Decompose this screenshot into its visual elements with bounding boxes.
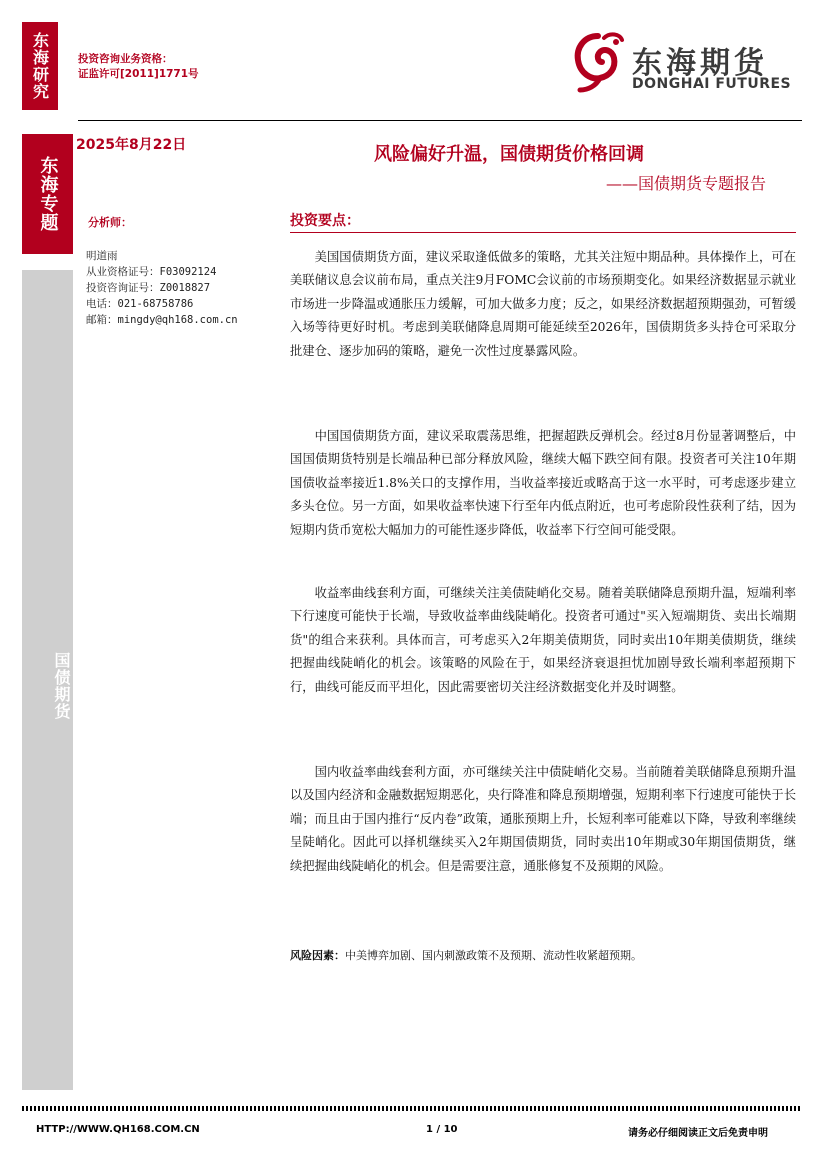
sidebar-tab-special <box>22 134 73 254</box>
analyst-info <box>86 248 238 328</box>
sidebar-tab-research-label: 东海研究 <box>30 32 50 100</box>
risk-text: 中美博弈加剧、国内刺激政策不及预期、流动性收紧超预期。 <box>345 949 642 962</box>
logo-english: DONGHAI FUTURES <box>632 76 792 92</box>
footer-rule <box>22 1106 802 1111</box>
analyst-cert: 从业资格证号：F03092124 <box>86 266 217 278</box>
key-points-rule <box>290 232 796 233</box>
sidebar-tab-special-label: 东海专题 <box>37 156 59 232</box>
analyst-phone: 电话：021-68758786 <box>86 298 194 310</box>
footer-disclaimer: 请务必仔细阅读正文后免责申明 <box>628 1128 768 1139</box>
qualification-line2: 证监许可[2011]1771号 <box>78 68 199 80</box>
risk-factors <box>290 947 796 963</box>
report-date: 2025年8月22日 <box>76 137 187 153</box>
sidebar-tab-research <box>22 22 58 110</box>
company-logo <box>570 30 800 100</box>
analyst-name: 明道雨 <box>86 250 118 262</box>
dragon-logo-icon <box>570 30 628 96</box>
key-point-paragraph-2: 中国国债期货方面，建议采取震荡思维，把握超跌反弹机会。经过8月份显著调整后，中国国债期货特别是长端品种已部分释放风险，继续大幅下跌空间有限。投资者可关注10年期国债收益率接近1.8%关口的支撑作用，当收益率接近或略高于这一水平时，可考虑逐步建立多头仓位。另一方面，如果收益率快速下行至年内低点附近，也可考虑阶段性获利了结，因为短期内货币宽松大幅加力的可能性逐步降低，收益率下行空间可能受限。 <box>290 429 796 537</box>
footer-page-number: 1 / 10 <box>426 1124 458 1135</box>
footer-url[interactable]: HTTP://WWW.QH168.COM.CN <box>36 1124 200 1135</box>
qualification-block <box>78 52 199 82</box>
key-points-heading: 投资要点： <box>290 213 360 229</box>
sidebar-tab-bonds <box>22 270 73 1090</box>
report-subtitle: ——国债期货专题报告 <box>606 174 767 193</box>
analyst-consult-cert: 投资咨询证号：Z0018827 <box>86 282 211 294</box>
sidebar-tab-bonds-label: 国债期货 <box>52 652 71 720</box>
key-point-paragraph-1: 美国国债期货方面，建议采取逢低做多的策略，尤其关注短中期品种。具体操作上，可在美联储议息会议前布局，重点关注9月FOMC会议前的市场预期变化。如果经济数据显示就业市场进一步降温或通胀压力缓解，可加大做多力度；反之，如果经济数据超预期强劲，可暂缓入场等待更好时机。考虑到美联储降息周期可能延续至2026年，国债期货多头持仓可采取分批建仓、逐步加码的策略，避免一次性过度暴露风险。 <box>290 250 796 358</box>
report-title: 风险偏好升温，国债期货价格回调 <box>374 144 644 165</box>
risk-label: 风险因素： <box>290 949 345 962</box>
logo-chinese: 东海期货 <box>632 46 768 81</box>
qualification-line1: 投资咨询业务资格： <box>78 53 173 65</box>
header-rule <box>78 120 802 121</box>
key-point-paragraph-3: 收益率曲线套利方面，可继续关注美债陡峭化交易。随着美联储降息预期升温，短端利率下行速度可能快于长端，导致收益率曲线陡峭化。投资者可通过"买入短端期货、卖出长端期货"的组合来获利。具体而言，可考虑买入2年期美债期货，同时卖出10年期美债期货，继续把握曲线陡峭化的机会。该策略的风险在于，如果经济衰退担忧加剧导致长端利率超预期下行，曲线可能反而平坦化，因此需要密切关注经济数据变化并及时调整。 <box>290 586 796 694</box>
analyst-email: 邮箱：mingdy@qh168.com.cn <box>86 314 238 326</box>
analyst-heading: 分析师： <box>88 216 132 229</box>
key-point-paragraph-4: 国内收益率曲线套利方面，亦可继续关注中债陡峭化交易。当前随着美联储降息预期升温以及国内经济和金融数据短期恶化，央行降准和降息预期增强，短期利率下行速度可能快于长端；而且由于国内推行“反内卷”政策，通胀预期上升，长短利率可能难以下降，导致利率继续呈陡峭化。因此可以择机继续买入2年期国债期货，同时卖出10年期或30年期国债期货，继续把握曲线陡峭化的机会。但是需要注意，通胀修复不及预期的风险。 <box>290 765 796 873</box>
